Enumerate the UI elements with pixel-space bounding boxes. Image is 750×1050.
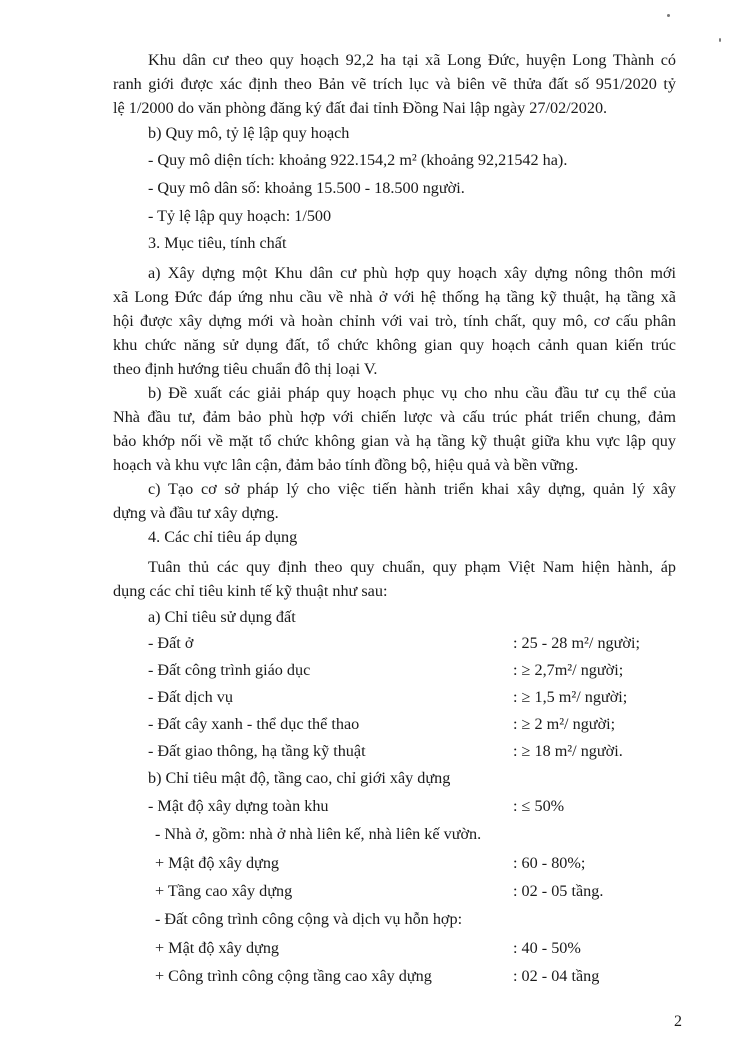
housing-heading: - Nhà ở, gồm: nhà ở nhà liên kế, nhà liên kế vườn. [155, 825, 482, 843]
housing-value: : 60 - 80%; [513, 854, 586, 872]
section-3-para-a-line: khu chức năng sử dụng đất, tổ chức không gian quy hoạch cảnh quan kiến trúc [113, 336, 676, 354]
public-value: : 02 - 04 tầng [513, 967, 600, 985]
section-3-para-a-line: theo định hướng tiêu chuẩn đô thị loại V. [113, 360, 378, 378]
land-use-value: : ≥ 1,5 m²/ người; [513, 688, 628, 706]
overall-density-value: : ≤ 50% [513, 797, 565, 815]
section-3-para-c-line: dựng và đầu tư xây dựng. [113, 504, 279, 522]
land-use-label: - Đất giao thông, hạ tầng kỹ thuật [148, 742, 366, 760]
land-use-heading: a) Chỉ tiêu sử dụng đất [148, 608, 296, 626]
land-use-label: - Đất ở [148, 634, 194, 652]
scale-heading: b) Quy mô, tỷ lệ lập quy hoạch [148, 124, 350, 142]
section-3-para-a-line: xã Long Đức đáp ứng nhu cầu về nhà ở với hệ thống hạ tầng kỹ thuật, hạ tầng xã [113, 288, 676, 306]
section-4-intro-line: Tuân thủ các quy định theo quy chuẩn, quy phạm Việt Nam hiện hành, áp [148, 558, 676, 576]
section-3-para-c-line: c) Tạo cơ sở pháp lý cho việc tiến hành triển khai xây dựng, quản lý xây [148, 480, 676, 498]
land-use-value: : ≥ 18 m²/ người. [513, 742, 623, 760]
housing-value: : 02 - 05 tầng. [513, 882, 604, 900]
public-heading: - Đất công trình công cộng và dịch vụ hỗn hợp: [155, 910, 463, 928]
housing-label: + Tầng cao xây dựng [155, 882, 293, 900]
scale-item: - Tỷ lệ lập quy hoạch: 1/500 [148, 207, 332, 225]
intro-line: Khu dân cư theo quy hoạch 92,2 ha tại xã Long Đức, huyện Long Thành có [148, 51, 676, 69]
land-use-value: : ≥ 2,7m²/ người; [513, 661, 624, 679]
section-3-para-b-line: b) Đề xuất các giải pháp quy hoạch phục vụ cho nhu cầu đầu tư cụ thể của [148, 384, 676, 402]
scale-item: - Quy mô diện tích: khoảng 922.154,2 m² (khoảng 92,21542 ha). [148, 151, 568, 169]
land-use-value: : ≥ 2 m²/ người; [513, 715, 616, 733]
land-use-value: : 25 - 28 m²/ người; [513, 634, 640, 652]
section-3-para-a-line: a) Xây dựng một Khu dân cư phù hợp quy hoạch xây dựng nông thôn mới [148, 264, 676, 282]
overall-density-label: - Mật độ xây dựng toàn khu [148, 797, 329, 815]
page-number: 2 [674, 1013, 682, 1030]
public-value: : 40 - 50% [513, 939, 581, 957]
land-use-label: - Đất dịch vụ [148, 688, 233, 706]
section-3-para-b-line: hoạch và khu vực lân cận, đảm bảo tính đồng bộ, hiệu quả và bền vững. [113, 456, 579, 474]
section-3-para-b-line: bảo khớp nối về mặt tổ chức không gian và hạ tầng kỹ thuật giữa khu vực lập quy [113, 432, 676, 450]
intro-line: ranh giới được xác định theo Bản vẽ trích lục và biên vẽ thửa đất số 951/2020 tỷ [113, 75, 676, 93]
land-use-label: - Đất công trình giáo dục [148, 661, 311, 679]
land-use-label: - Đất cây xanh - thể dục thể thao [148, 715, 360, 733]
scan-speck [719, 38, 721, 42]
section-4-heading: 4. Các chỉ tiêu áp dụng [148, 528, 298, 546]
housing-label: + Mật độ xây dựng [155, 854, 280, 872]
section-3-para-b-line: Nhà đầu tư, đảm bảo phù hợp với chiến lược và cấu trúc phát triển chung, đảm [113, 408, 676, 426]
scale-item: - Quy mô dân số: khoảng 15.500 - 18.500 người. [148, 179, 465, 197]
public-label: + Mật độ xây dựng [155, 939, 280, 957]
public-label: + Công trình công cộng tầng cao xây dựng [155, 967, 432, 985]
scan-speck [667, 14, 670, 17]
density-heading: b) Chỉ tiêu mật độ, tầng cao, chỉ giới xây dựng [148, 769, 451, 787]
section-4-intro-line: dụng các chỉ tiêu kinh tế kỹ thuật như sau: [113, 582, 388, 600]
section-3-para-a-line: hội được xây dựng mới và hoàn chỉnh với vai trò, tính chất, quy mô, cơ cấu phân [113, 312, 676, 330]
intro-line: lệ 1/2000 do văn phòng đăng ký đất đai tỉnh Đồng Nai lập ngày 27/02/2020. [113, 99, 608, 117]
section-3-heading: 3. Mục tiêu, tính chất [148, 234, 287, 252]
